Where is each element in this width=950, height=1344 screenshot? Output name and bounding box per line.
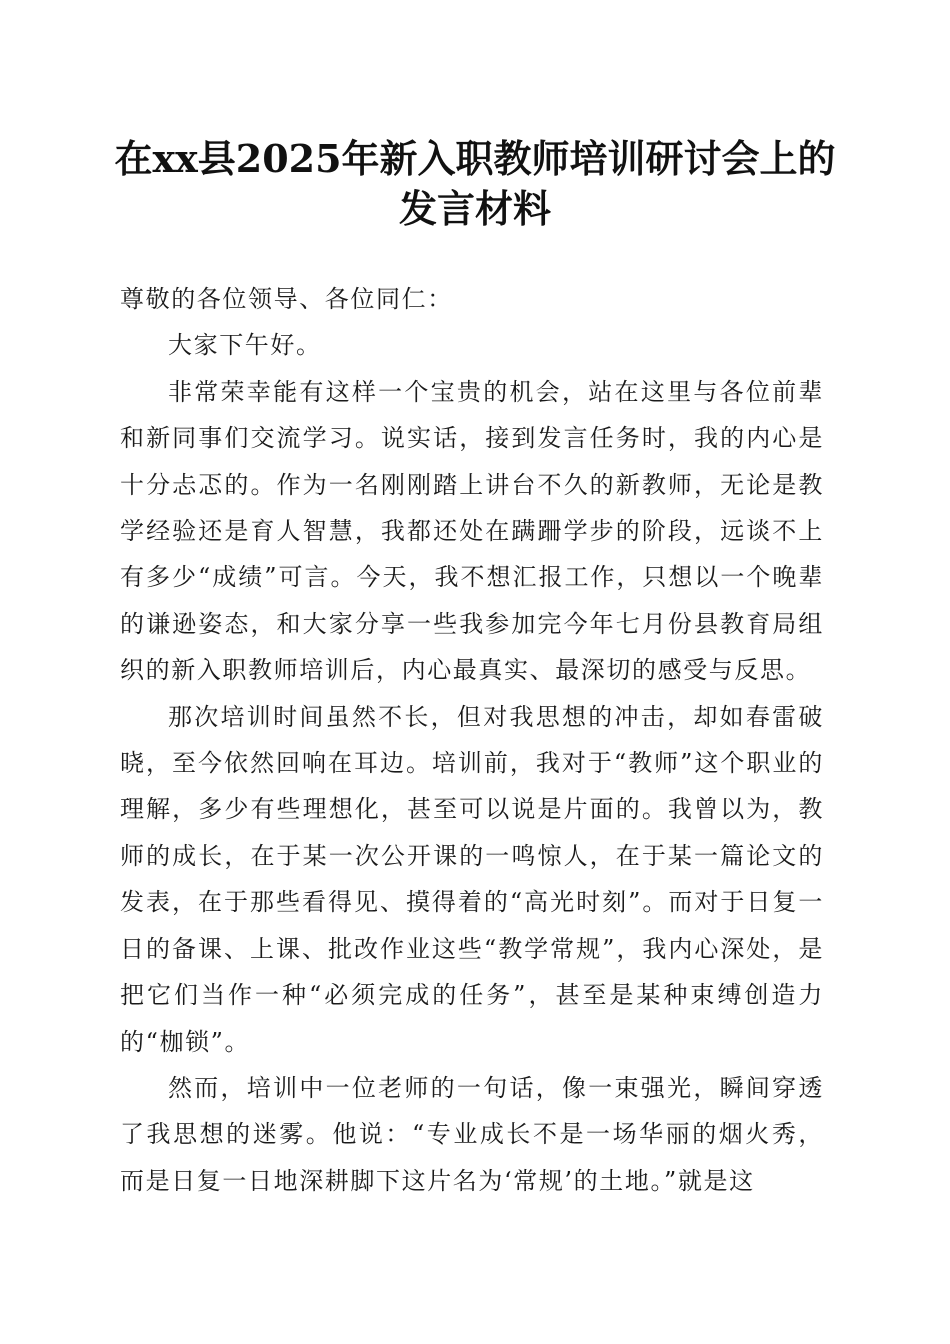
document-body [120, 276, 824, 1204]
paragraph-intro: 非常荣幸能有这样一个宝贵的机会，站在这里与各位前辈和新同事们交流学习。说实话，接到发言任务时，我的内心是十分忐忑的。作为一名刚刚踏上讲台不久的新教师，无论是教学经验还是育人智慧，我都还处在蹒跚学步的阶段，远谈不上有多少“成绩”可言。今天，我不想汇报工作，只想以一个晚辈的谦逊姿态，和大家分享一些我参加完今年七月份县教育局组织的新入职教师培训后，内心最真实、最深切的感受与反思。 [120, 377, 824, 685]
paragraph-greeting: 大家下午好。 [168, 331, 322, 360]
paragraph-training-impact: 那次培训时间虽然不长，但对我思想的冲击，却如春雷破晓，至今依然回响在耳边。培训前，我对于“教师”这个职业的理解，多少有些理想化，甚至可以说是片面的。我曾以为，教师的成长，在于某一次公开课的一鸣惊人，在于某一篇论文的发表，在于那些看得见、摸得着的“高光时刻”。而对于日复一日的备课、上课、批改作业这些“教学常规”，我内心深处，是把它们当作一种“必须完成的任务”，甚至是某种束缚创造力的“枷锁”。 [120, 702, 824, 1056]
salutation: 尊敬的各位领导、各位同仁： [120, 285, 453, 313]
document-title: 在xx县2025年新入职教师培训研讨会上的发言材料 [114, 136, 836, 231]
paragraph-turning-point: 然而，培训中一位老师的一句话，像一束强光，瞬间穿透了我思想的迷雾。他说：“专业成长不是一场华丽的烟火秀，而是日复一日地深耕脚下这片名为‘常规’的土地。”就是这 [120, 1073, 824, 1195]
